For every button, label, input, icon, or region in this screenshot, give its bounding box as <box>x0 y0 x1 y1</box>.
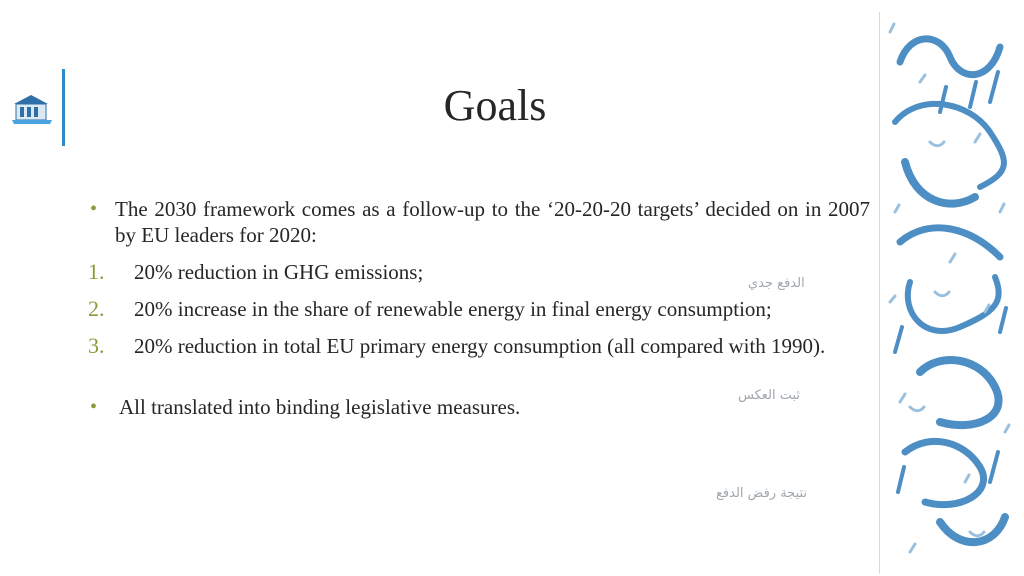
numbered-item <box>88 296 870 322</box>
numbered-text: 20% increase in the share of renewable energy in final energy consumption; <box>134 297 772 321</box>
bullet-item <box>88 196 870 248</box>
bullet-text: All translated into binding legislative measures. <box>119 395 521 419</box>
arabic-calligraphy-border-icon <box>879 12 1020 574</box>
numbered-item <box>88 333 870 359</box>
number-marker: 2. <box>88 296 105 321</box>
slide-title: Goals <box>443 81 547 130</box>
bullet-text: The 2030 framework comes as a follow-up to the ‘20-20-20 targets’ decided on in 2007 by EU leaders for 2020: <box>115 197 870 247</box>
slide-content <box>88 196 870 420</box>
number-marker: 1. <box>88 259 105 284</box>
bullet-marker: • <box>90 198 98 220</box>
watermark-text: نتيجة رفض الدفع <box>716 486 808 501</box>
watermark-text: الدفع جدي <box>748 276 805 291</box>
bullet-marker: • <box>90 396 98 418</box>
numbered-text: 20% reduction in total EU primary energy consumption (all compared with 1990). <box>134 334 826 358</box>
watermark-text: ثبت العكس <box>738 388 801 403</box>
numbered-text: 20% reduction in GHG emissions; <box>134 260 424 284</box>
number-marker: 3. <box>88 333 105 358</box>
